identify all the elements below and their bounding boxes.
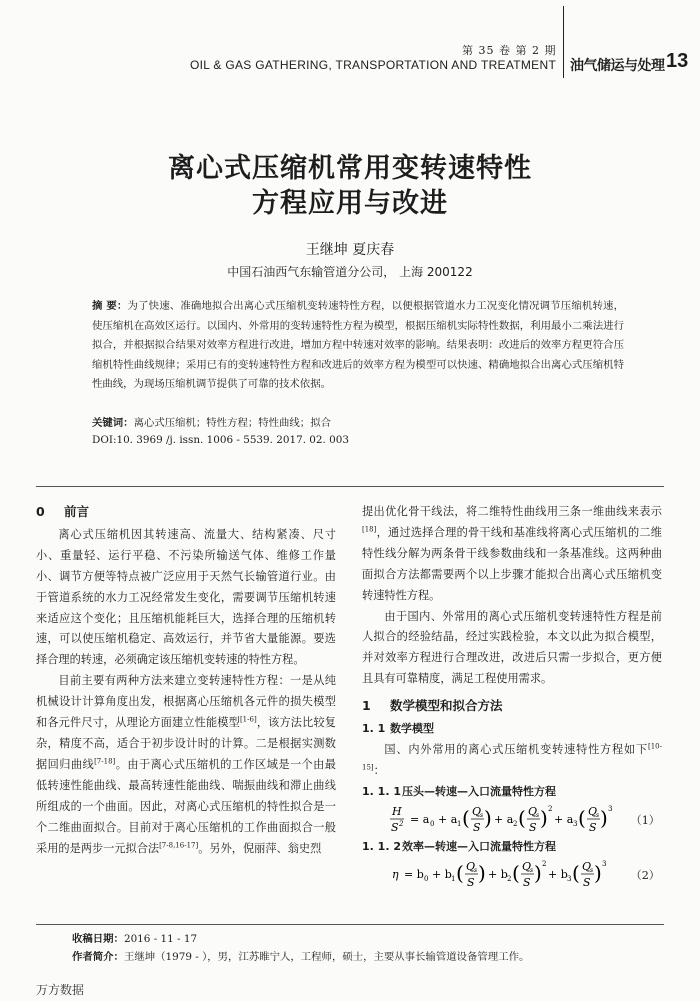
svg-text:Q: Q: [582, 859, 592, 873]
paragraph: 由于国内、外常用的离心式压缩机变转速特性方程是前人拟合的经验结晶，经过实践检验，本文以此为拟合模型，并对效率方程进行合理改进，改进后只需一步拟合，更方便且具有可靠精度，满足工程使用需求。: [362, 609, 662, 686]
svg-text:1: 1: [457, 819, 462, 828]
doi: DOI:10. 3969 /j. issn. 1006 - 5539. 2017. 02. 003: [92, 434, 349, 446]
paragraph: 国、内外常用的离心式压缩机变转速特性方程如下[10-15]：: [362, 742, 662, 777]
svg-text:s: s: [536, 811, 540, 819]
svg-text:(: (: [456, 860, 464, 885]
paper-title-line-2: 方程应用与改进: [252, 188, 448, 219]
section-heading-1-1-1: 1. 1. 1压头—转速—入口流量特性方程: [362, 784, 556, 798]
svg-text:2: 2: [542, 859, 547, 868]
right-column: [362, 502, 662, 892]
svg-text:2: 2: [399, 819, 404, 828]
abstract-text: 为了快速、准确地拟合出离心式压缩机变转速特性方程，以便根据管道水力工况变化情况调节压缩机转速，使压缩机在高效区运行。以国内、外常用的变转速特性方程为模型，根据压缩机实际特性数据，利用最小二乘法进行拟合，并根据拟合结果对效率方程进行改进，增加方程中转速对效率的影响。结果表明：改进后的效率方程更符合压缩机特性曲线规律；采用已有的变转速特性方程和改进后的效率方程为模型可以快速、精确地拟合出离心式压缩机特性曲线，为现场压缩机调节提供了可靠的技术依据。: [92, 300, 624, 391]
watermark: 万方数据: [36, 983, 85, 997]
svg-text:+ a: + a: [554, 812, 574, 826]
svg-text:(: (: [572, 860, 580, 885]
section-divider: [36, 486, 664, 487]
svg-text:s: s: [596, 811, 600, 819]
citation: [7-8,16-17]: [159, 840, 199, 849]
svg-text:+ b: + b: [548, 867, 568, 881]
svg-text:(: (: [578, 805, 586, 830]
paragraph: 离心式压缩机因其转速高、流量大、结构紧凑、尺寸小、重量轻、运行平稳、不污染所输送气体、维修工作量小、调节方便等特点被广泛应用于天然气长输管道行业。由于管道系统的水力工况经常发生变化，需要调节压缩机转速来适应这个变化；且压缩机能耗巨大，选择合理的压缩机转速，可以使压缩机稳定、高效运行，并节省大量能源。要选择合理的转速，必须确定该压缩机变转速的特性方程。: [36, 527, 336, 667]
abstract: [92, 297, 624, 395]
svg-text:= b: = b: [404, 867, 424, 881]
svg-text:s: s: [480, 811, 484, 819]
left-column: [36, 502, 336, 859]
equation-number: （1）: [630, 813, 660, 827]
svg-text:(: (: [518, 805, 526, 830]
svg-text:S: S: [583, 875, 591, 889]
paper-title-line-1: 离心式压缩机常用变转速特性: [168, 153, 532, 184]
svg-text:(: (: [462, 805, 470, 830]
svg-text:+ a: + a: [438, 812, 458, 826]
paragraph: 提出优化骨干线法，将二维特性曲线用三条一维曲线来表示[18]，通过选择合理的骨干线和基准线将离心式压缩机的二维特性线分解为两条骨干线参数曲线和一条基准线。这两种曲面拟合方法都需要两个以上步骤才能拟合出离心式压缩机变转速特性方程。: [362, 505, 662, 602]
section-heading-intro: 0 前言: [36, 504, 90, 519]
svg-text:S: S: [391, 820, 399, 834]
svg-text:S: S: [523, 875, 531, 889]
journal-issue: 第 35 卷 第 2 期: [462, 44, 557, 57]
svg-text:): ): [534, 860, 542, 885]
citation: [1-6]: [239, 715, 257, 724]
svg-text:η: η: [392, 867, 399, 881]
svg-text:Q: Q: [588, 804, 598, 818]
svg-text:+ a: + a: [494, 812, 514, 826]
paragraph: 目前主要有两种方法来建立变转速特性方程：一是从纯机械设计计算角度出发，根据离心压缩机各元件的损失模型和各元件尺寸，从理论方面建立性能模型[1-6]，该方法比较复杂，精度不高，适合于初步设计时的计算。二是根据实测数据回归曲线[7-18]。由于离心式压缩机的工作区域是一个由最低转速性能曲线、最高转速性能曲线、喘振曲线和滞止曲线所组成的一个曲面。因此，对离心式压缩机的特性拟合是一个二维曲面拟合。目前对于离心压缩机的工作曲面拟合一般采用的是两步一元拟合法[7-8,16-17]。另外，倪丽萍、翁史烈: [36, 674, 336, 855]
svg-text:S: S: [473, 820, 481, 834]
svg-text:S: S: [467, 875, 475, 889]
svg-text:): ): [540, 805, 548, 830]
svg-text:): ): [484, 805, 492, 830]
keywords: [92, 414, 624, 429]
authors: 王继坤 夏庆春: [305, 242, 395, 258]
citation: [10-15]: [362, 742, 662, 772]
equation-1: [362, 803, 662, 837]
svg-text:Q: Q: [528, 804, 538, 818]
equation-2: [362, 858, 662, 892]
svg-text:(: (: [512, 860, 520, 885]
svg-text:= a: = a: [410, 812, 430, 826]
section-heading-1: 1 数学模型和拟合方法: [362, 698, 503, 714]
journal-name-cn: 油气储运与处理: [570, 58, 665, 74]
svg-text:): ): [594, 860, 602, 885]
svg-text:Q: Q: [466, 859, 476, 873]
equation-number: （2）: [630, 868, 660, 882]
svg-text:s: s: [530, 866, 534, 874]
affiliation: 中国石油西气东输管道分公司， 上海 200122: [227, 265, 473, 279]
svg-text:): ): [600, 805, 608, 830]
keywords-label: 关键词：: [92, 417, 134, 429]
keywords-text: 离心式压缩机；特性方程；特性曲线；拟合: [133, 417, 331, 429]
svg-text:S: S: [589, 820, 597, 834]
svg-text:): ): [478, 860, 486, 885]
equation-1-formula: [388, 803, 618, 837]
svg-text:2: 2: [548, 804, 553, 813]
section-heading-1-1-2: 1. 1. 2效率—转速—入口流量特性方程: [362, 839, 556, 853]
svg-text:3: 3: [602, 859, 607, 868]
equation-2-formula: [388, 858, 618, 892]
svg-text:H: H: [392, 804, 402, 818]
header-divider: [563, 6, 564, 78]
svg-text:3: 3: [608, 804, 613, 813]
svg-text:2: 2: [513, 819, 518, 828]
svg-text:0: 0: [430, 819, 435, 828]
svg-text:3: 3: [567, 874, 572, 883]
svg-text:2: 2: [507, 874, 512, 883]
svg-text:1: 1: [451, 874, 456, 883]
journal-name-en: OIL & GAS GATHERING, TRANSPORTATION AND TREATMENT: [190, 58, 557, 72]
svg-text:Q: Q: [522, 859, 532, 873]
svg-text:0: 0: [424, 874, 429, 883]
svg-text:s: s: [590, 866, 594, 874]
section-heading-1-1: 1. 1 数学模型: [362, 722, 434, 736]
author-bio: 作者简介：王继坤（1979 - ），男，江苏睢宁人，工程师，硕士，主要从事长输管道设备管理工作。: [72, 951, 530, 963]
svg-text:s: s: [474, 866, 478, 874]
svg-text:S: S: [529, 820, 537, 834]
page-number: 13: [666, 50, 689, 72]
received-date: 收稿日期：2016 - 11 - 17: [72, 933, 198, 945]
footnote-divider: [36, 924, 664, 925]
svg-text:+ b: + b: [488, 867, 508, 881]
abstract-label: 摘 要：: [92, 300, 128, 312]
citation: [7-18]: [94, 757, 116, 766]
svg-text:+ b: + b: [432, 867, 452, 881]
citation: [18]: [362, 525, 377, 534]
svg-text:Q: Q: [472, 804, 482, 818]
svg-text:3: 3: [573, 819, 578, 828]
